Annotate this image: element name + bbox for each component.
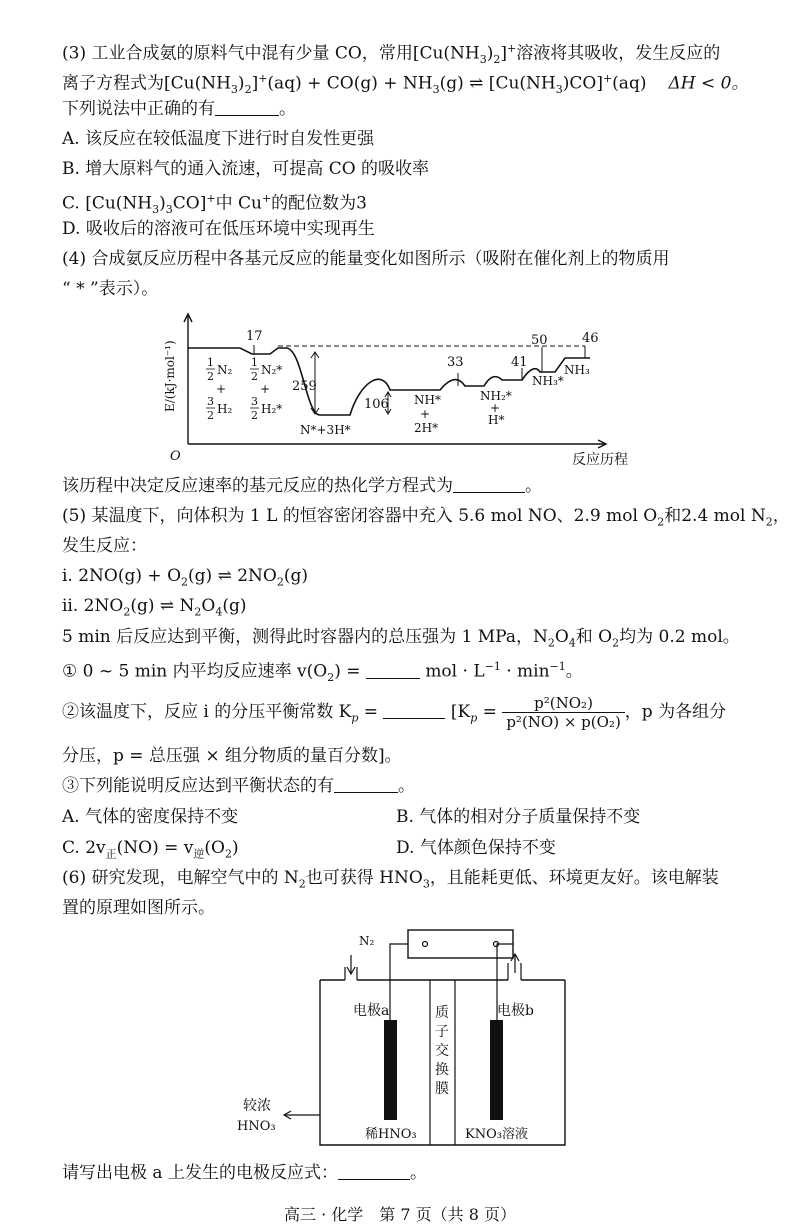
terminal-left xyxy=(423,942,428,947)
n2-label: N₂ xyxy=(359,934,375,948)
label-h2s-den: 2 xyxy=(251,409,258,422)
label-plus-3: + xyxy=(420,407,431,421)
label-plus-4: + xyxy=(490,401,501,415)
q5-option-c: C. $2v_正(NO) = v_逆(O_2)$ xyxy=(62,838,239,861)
page-footer: 高三 · 化学 第 7 页（共 8 页） xyxy=(284,1205,516,1224)
label-h2-num: 3 xyxy=(207,395,214,408)
membrane-char-5: 膜 xyxy=(435,1081,449,1097)
label-nh: NH* xyxy=(414,393,441,407)
q3-option-d: D. 吸收后的溶液可在低压环境中实现再生 xyxy=(62,219,375,239)
membrane-char-1: 质 xyxy=(435,1005,449,1021)
label-nh3: NH₃ xyxy=(564,363,590,377)
label-2h: 2H* xyxy=(414,421,439,435)
energy-profile xyxy=(188,348,590,415)
q3-line2: 离子方程式为$[Cu(NH_3)_2]^+(aq) + CO(g) + NH_3(g)$ ⇌ $[Cu(NH_3)CO]^+(aq) \Delta H < 0$。 xyxy=(62,72,749,97)
q6-line1: (6) 研究发现，电解空气中的 $N_2$也可获得 $HNO_3$，且能耗更低、环境更友好。该电解装 xyxy=(62,868,719,891)
q5-rate-blank[interactable] xyxy=(366,662,420,679)
label-n-3h: N*+3H* xyxy=(300,423,351,437)
q3-option-a: A. 该反应在较低温度下进行时自发性更强 xyxy=(62,129,375,149)
membrane-char-2: 子 xyxy=(435,1024,449,1040)
q6-line2: 置的原理如图所示。 xyxy=(62,898,215,918)
q5-line2: 发生反应： xyxy=(62,536,147,556)
membrane-char-3: 交 xyxy=(435,1043,449,1059)
q5-sub2: ②该温度下，反应 i 的分压平衡常数 $K_p = [K_p$ = $\frac{\text{p²(NO₂)}}{\text{p²(NO) × p(O₂)}}$ ，p 为各组分 xyxy=(62,694,727,731)
electrode-b-label: 电极b xyxy=(497,1003,534,1019)
label-n2s: N₂* xyxy=(261,363,283,377)
right-solution-label: KNO₃溶液 xyxy=(465,1127,528,1142)
q3-question: 下列说法中正确的有 。 xyxy=(62,99,296,119)
q4-answer-blank[interactable] xyxy=(453,476,525,493)
q5-option-d: D. 气体颜色保持不变 xyxy=(396,838,556,858)
x-axis-label: 反应历程 xyxy=(572,452,628,468)
q6-answer-blank[interactable] xyxy=(338,1163,410,1180)
label-n2-num: 1 xyxy=(207,356,214,369)
energy-value-33: 33 xyxy=(447,355,464,370)
q3-line1: (3) 工业合成氨的原料气中混有少量 CO，常用$[Cu(NH_3)_2]^+$溶液将其吸收，发生反应的 xyxy=(62,42,721,67)
q5-sub2-cont: 分压，p = 总压强 × 组分物质的量百分数]。 xyxy=(62,746,402,766)
electrode-a xyxy=(384,1020,397,1120)
outlet-label-1: 较浓 xyxy=(243,1098,271,1114)
energy-diagram xyxy=(160,310,650,475)
outlet-label-2: HNO₃ xyxy=(237,1119,276,1134)
q5-sub3: ③下列能说明反应达到平衡状态的有 。 xyxy=(62,776,415,796)
membrane-char-4: 换 xyxy=(435,1062,449,1078)
q3-option-c: C. $[Cu(NH_3)_3CO]^+$中 Cu+的配位数为3 xyxy=(62,192,367,217)
q5-equilibrium-blank[interactable] xyxy=(334,776,398,793)
label-n2: N₂ xyxy=(217,363,233,377)
q5-sub1: ① 0 ~ 5 min 内平均反应速率 $v(O_2)$ = mol · $L^{-1} \cdot \min^{-1}$。 xyxy=(62,660,583,685)
q5-line5: 5 min 后反应达到平衡，测得此时容器内的总压强为 1 MPa，$N_2O_4$和 $O_2$均为 0.2 mol。 xyxy=(62,627,740,650)
electrode-b xyxy=(490,1020,503,1120)
q6-question: 请写出电极 a 上发生的电极反应式： 。 xyxy=(62,1163,427,1183)
q5-line1: (5) 某温度下，向体积为 1 L 的恒容密闭容器中充入 5.6 mol NO、2.9 mol $O_2$和2.4 mol $N_2$， xyxy=(62,506,790,529)
energy-value-259: 259 xyxy=(292,379,317,394)
label-h2: H₂ xyxy=(217,402,233,416)
label-n2-den: 2 xyxy=(207,370,214,383)
q5-option-a: A. 气体的密度保持不变 xyxy=(62,807,239,827)
y-axis-label: E/(kJ·mol⁻¹) xyxy=(163,340,177,412)
origin-label: O xyxy=(170,449,181,464)
label-plus-2: + xyxy=(260,382,271,396)
wire-left xyxy=(390,944,408,1030)
energy-value-50: 50 xyxy=(531,333,548,348)
left-solution-label: 稀HNO₃ xyxy=(365,1127,417,1142)
q5-reaction-ii: ii. $2NO_2(g)$ ⇌ $N_2O_4(g)$ xyxy=(62,596,247,619)
energy-value-46: 46 xyxy=(582,331,599,346)
electrode-a-label: 电极a xyxy=(353,1003,390,1019)
label-h: H* xyxy=(488,413,505,427)
q3-option-b: B. 增大原料气的通入流速，可提高 CO 的吸收率 xyxy=(62,159,430,179)
energy-value-41: 41 xyxy=(511,355,528,370)
label-nh2: NH₂* xyxy=(480,389,512,403)
energy-value-17: 17 xyxy=(246,329,263,344)
q4-line2: “ * ”表示）。 xyxy=(62,279,159,299)
q5-reaction-i: i. $2NO(g) + O_2(g)$ ⇌ $2NO_2(g)$ xyxy=(62,566,308,589)
label-n2s-num: 1 xyxy=(251,356,258,369)
label-n2s-den: 2 xyxy=(251,370,258,383)
label-h2-den: 2 xyxy=(207,409,214,422)
q5-kp-blank[interactable] xyxy=(383,702,445,719)
label-h2s: H₂* xyxy=(261,402,283,416)
energy-value-106: 106 xyxy=(364,397,389,412)
label-plus-1: + xyxy=(216,382,227,396)
label-nh3s: NH₃* xyxy=(532,374,564,388)
q4-question: 该历程中决定反应速率的基元反应的热化学方程式为 。 xyxy=(62,476,542,496)
kp-fraction: $\frac{\text{p²(NO₂)}}{\text{p²(NO) × p(O₂)}}$ xyxy=(502,694,624,731)
q5-option-b: B. 气体的相对分子质量保持不变 xyxy=(396,807,641,827)
label-h2s-num: 3 xyxy=(251,395,258,408)
q3-answer-blank[interactable] xyxy=(215,99,279,116)
electrolysis-diagram xyxy=(225,925,595,1155)
q4-line1: (4) 合成氨反应历程中各基元反应的能量变化如图所示（吸附在催化剂上的物质用 xyxy=(62,249,670,269)
